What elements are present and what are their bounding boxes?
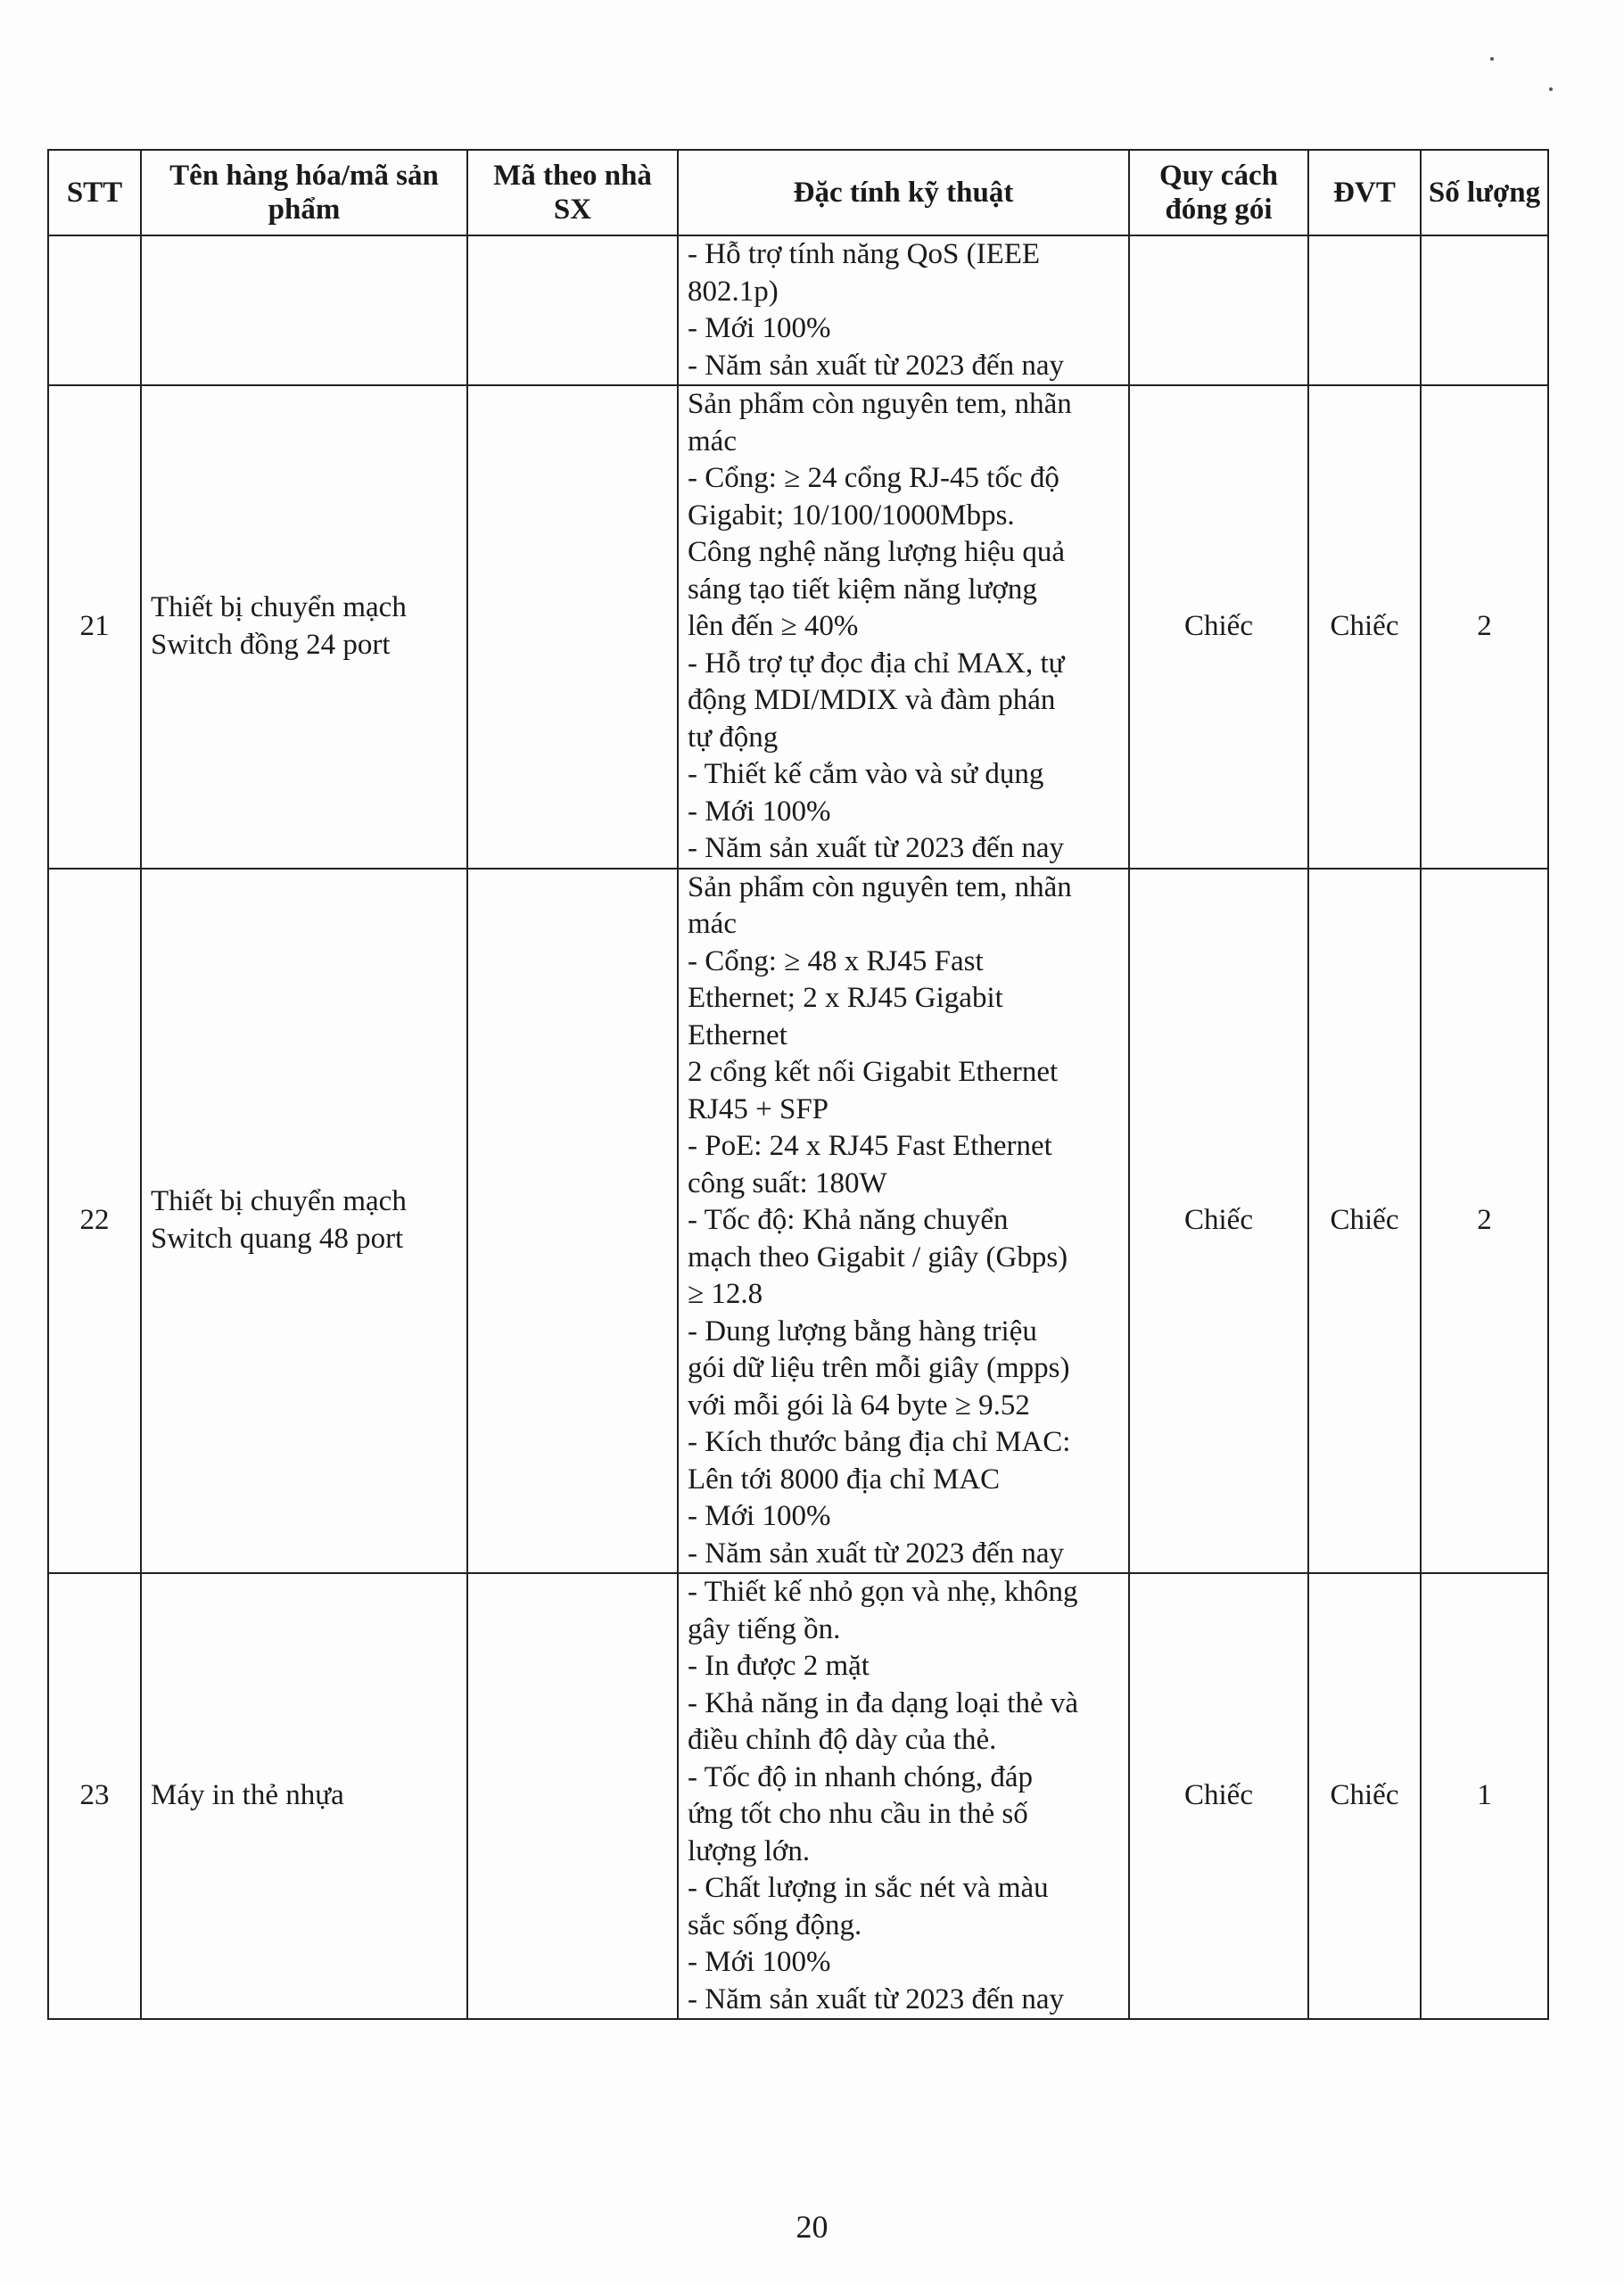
- spec-line: - Khả năng in đa dạng loại thẻ và: [688, 1686, 1079, 1719]
- spec-line: - Kích thước bảng địa chỉ MAC:: [688, 1426, 1071, 1458]
- cell-unit: Chiếc: [1308, 869, 1421, 1574]
- product-name-line: Máy in thẻ nhựa: [151, 1779, 344, 1812]
- spec-line: Lên tới 8000 địa chỉ MAC: [688, 1463, 1001, 1496]
- header-product-name: Tên hàng hóa/mã sản phẩm: [141, 150, 467, 235]
- cell-technical-spec: [678, 869, 1129, 1574]
- cell-quantity: 1: [1421, 1573, 1548, 2019]
- cell-technical-spec: [678, 235, 1129, 385]
- spec-line: Sản phẩm còn nguyên tem, nhãn: [688, 388, 1072, 420]
- header-quantity: Số lượng: [1421, 150, 1548, 235]
- cell-quantity: 2: [1421, 385, 1548, 869]
- cell-packing: Chiếc: [1129, 1573, 1308, 2019]
- cell-stt: [48, 235, 141, 385]
- spec-line: RJ45 + SFP: [688, 1092, 829, 1125]
- cell-unit: [1308, 235, 1421, 385]
- spec-line: 802.1p): [688, 275, 779, 308]
- spec-line: - Hỗ trợ tính năng QoS (IEEE: [688, 238, 1041, 270]
- cell-stt: 21: [48, 385, 141, 869]
- header-unit: ĐVT: [1308, 150, 1421, 235]
- spec-line: - Chất lượng in sắc nét và màu: [688, 1872, 1049, 1904]
- spec-line: Sản phẩm còn nguyên tem, nhãn: [688, 870, 1072, 903]
- spec-line: - Tốc độ in nhanh chóng, đáp: [688, 1760, 1034, 1793]
- cell-manufacturer-code: [467, 1573, 678, 2019]
- cell-stt: 23: [48, 1573, 141, 2019]
- cell-unit: Chiếc: [1308, 385, 1421, 869]
- spec-line: - Năm sản xuất từ 2023 đến nay: [688, 832, 1065, 864]
- spec-line: - Cổng: ≥ 24 cổng RJ-45 tốc độ: [688, 462, 1059, 494]
- spec-line: mác: [688, 908, 737, 940]
- spec-line: lượng lớn.: [688, 1834, 811, 1867]
- header-packing: Quy cách đóng gói: [1129, 150, 1308, 235]
- cell-quantity: 2: [1421, 869, 1548, 1574]
- spec-line: - Cổng: ≥ 48 x RJ45 Fast: [688, 944, 984, 977]
- spec-line: - PoE: 24 x RJ45 Fast Ethernet: [688, 1130, 1052, 1162]
- cell-technical-spec: [678, 385, 1129, 869]
- table-row: [48, 1573, 1548, 2019]
- spec-line: - Năm sản xuất từ 2023 đến nay: [688, 349, 1065, 382]
- scan-speck: [1549, 87, 1553, 91]
- spec-line: Gigabit; 10/100/1000Mbps.: [688, 499, 1015, 532]
- spec-line: Công nghệ năng lượng hiệu quả: [688, 536, 1066, 568]
- spec-line: sắc sống động.: [688, 1908, 862, 1941]
- spec-line: điều chỉnh độ dày của thẻ.: [688, 1724, 997, 1756]
- cell-manufacturer-code: [467, 869, 678, 1574]
- product-name-line: Thiết bị chuyển mạch: [151, 591, 407, 624]
- product-name-line: Switch đồng 24 port: [151, 628, 391, 661]
- header-manufacturer-code: Mã theo nhà SX: [467, 150, 678, 235]
- spec-line: sáng tạo tiết kiệm năng lượng: [688, 573, 1037, 606]
- spec-line: - Thiết kế cắm vào và sử dụng: [688, 758, 1044, 790]
- cell-product-name: [141, 235, 467, 385]
- spec-line: - Dung lượng bằng hàng triệu: [688, 1315, 1037, 1348]
- cell-technical-spec: [678, 1573, 1129, 2019]
- cell-unit: Chiếc: [1308, 1573, 1421, 2019]
- spec-line: Ethernet: [688, 1018, 787, 1051]
- spec-line: - Mới 100%: [688, 1500, 831, 1532]
- table-row: [48, 869, 1548, 1574]
- spec-line: - Mới 100%: [688, 1946, 831, 1978]
- scan-speck: [1490, 57, 1494, 61]
- spec-line: Ethernet; 2 x RJ45 Gigabit: [688, 982, 1003, 1014]
- spec-line: - Năm sản xuất từ 2023 đến nay: [688, 1982, 1065, 2015]
- spec-line: ≥ 12.8: [688, 1278, 763, 1310]
- table-row: [48, 235, 1548, 385]
- spec-line: tự động: [688, 721, 779, 754]
- spec-line: - Thiết kế nhỏ gọn và nhẹ, không: [688, 1576, 1078, 1608]
- spec-line: gói dữ liệu trên mỗi giây (mpps): [688, 1352, 1070, 1384]
- product-name-line: Switch quang 48 port: [151, 1222, 404, 1255]
- table-body: [48, 235, 1548, 2019]
- cell-product-name: [141, 869, 467, 1574]
- spec-line: động MDI/MDIX và đàm phán: [688, 684, 1056, 716]
- spec-line: - Năm sản xuất từ 2023 đến nay: [688, 1537, 1065, 1570]
- cell-manufacturer-code: [467, 385, 678, 869]
- spec-line: - Hỗ trợ tự đọc địa chỉ MAX, tự: [688, 647, 1065, 680]
- cell-packing: Chiếc: [1129, 385, 1308, 869]
- spec-line: - Mới 100%: [688, 312, 831, 344]
- cell-packing: Chiếc: [1129, 869, 1308, 1574]
- spec-line: - Tốc độ: Khả năng chuyển: [688, 1204, 1009, 1236]
- cell-stt: 22: [48, 869, 141, 1574]
- equipment-spec-table: [47, 149, 1549, 2020]
- cell-packing: [1129, 235, 1308, 385]
- cell-quantity: [1421, 235, 1548, 385]
- cell-product-name: [141, 385, 467, 869]
- spec-line: ứng tốt cho nhu cầu in thẻ số: [688, 1798, 1028, 1830]
- page-number: 20: [796, 2209, 828, 2245]
- cell-product-name: [141, 1573, 467, 2019]
- spec-line: mạch theo Gigabit / giây (Gbps): [688, 1240, 1068, 1273]
- spec-line: với mỗi gói là 64 byte ≥ 9.52: [688, 1389, 1030, 1422]
- header-stt: STT: [48, 150, 141, 235]
- spec-line: - Mới 100%: [688, 795, 831, 828]
- spec-line: 2 cổng kết nối Gigabit Ethernet: [688, 1056, 1059, 1088]
- product-name-line: Thiết bị chuyển mạch: [151, 1185, 407, 1218]
- table-row: [48, 385, 1548, 869]
- table-header-row: [48, 150, 1548, 235]
- cell-manufacturer-code: [467, 235, 678, 385]
- spec-line: - In được 2 mặt: [688, 1650, 870, 1682]
- spec-line: gây tiếng ồn.: [688, 1612, 841, 1645]
- spec-line: công suất: 180W: [688, 1166, 887, 1199]
- header-technical-spec: Đặc tính kỹ thuật: [678, 150, 1129, 235]
- spec-line: mác: [688, 424, 737, 457]
- spec-line: lên đến ≥ 40%: [688, 610, 859, 642]
